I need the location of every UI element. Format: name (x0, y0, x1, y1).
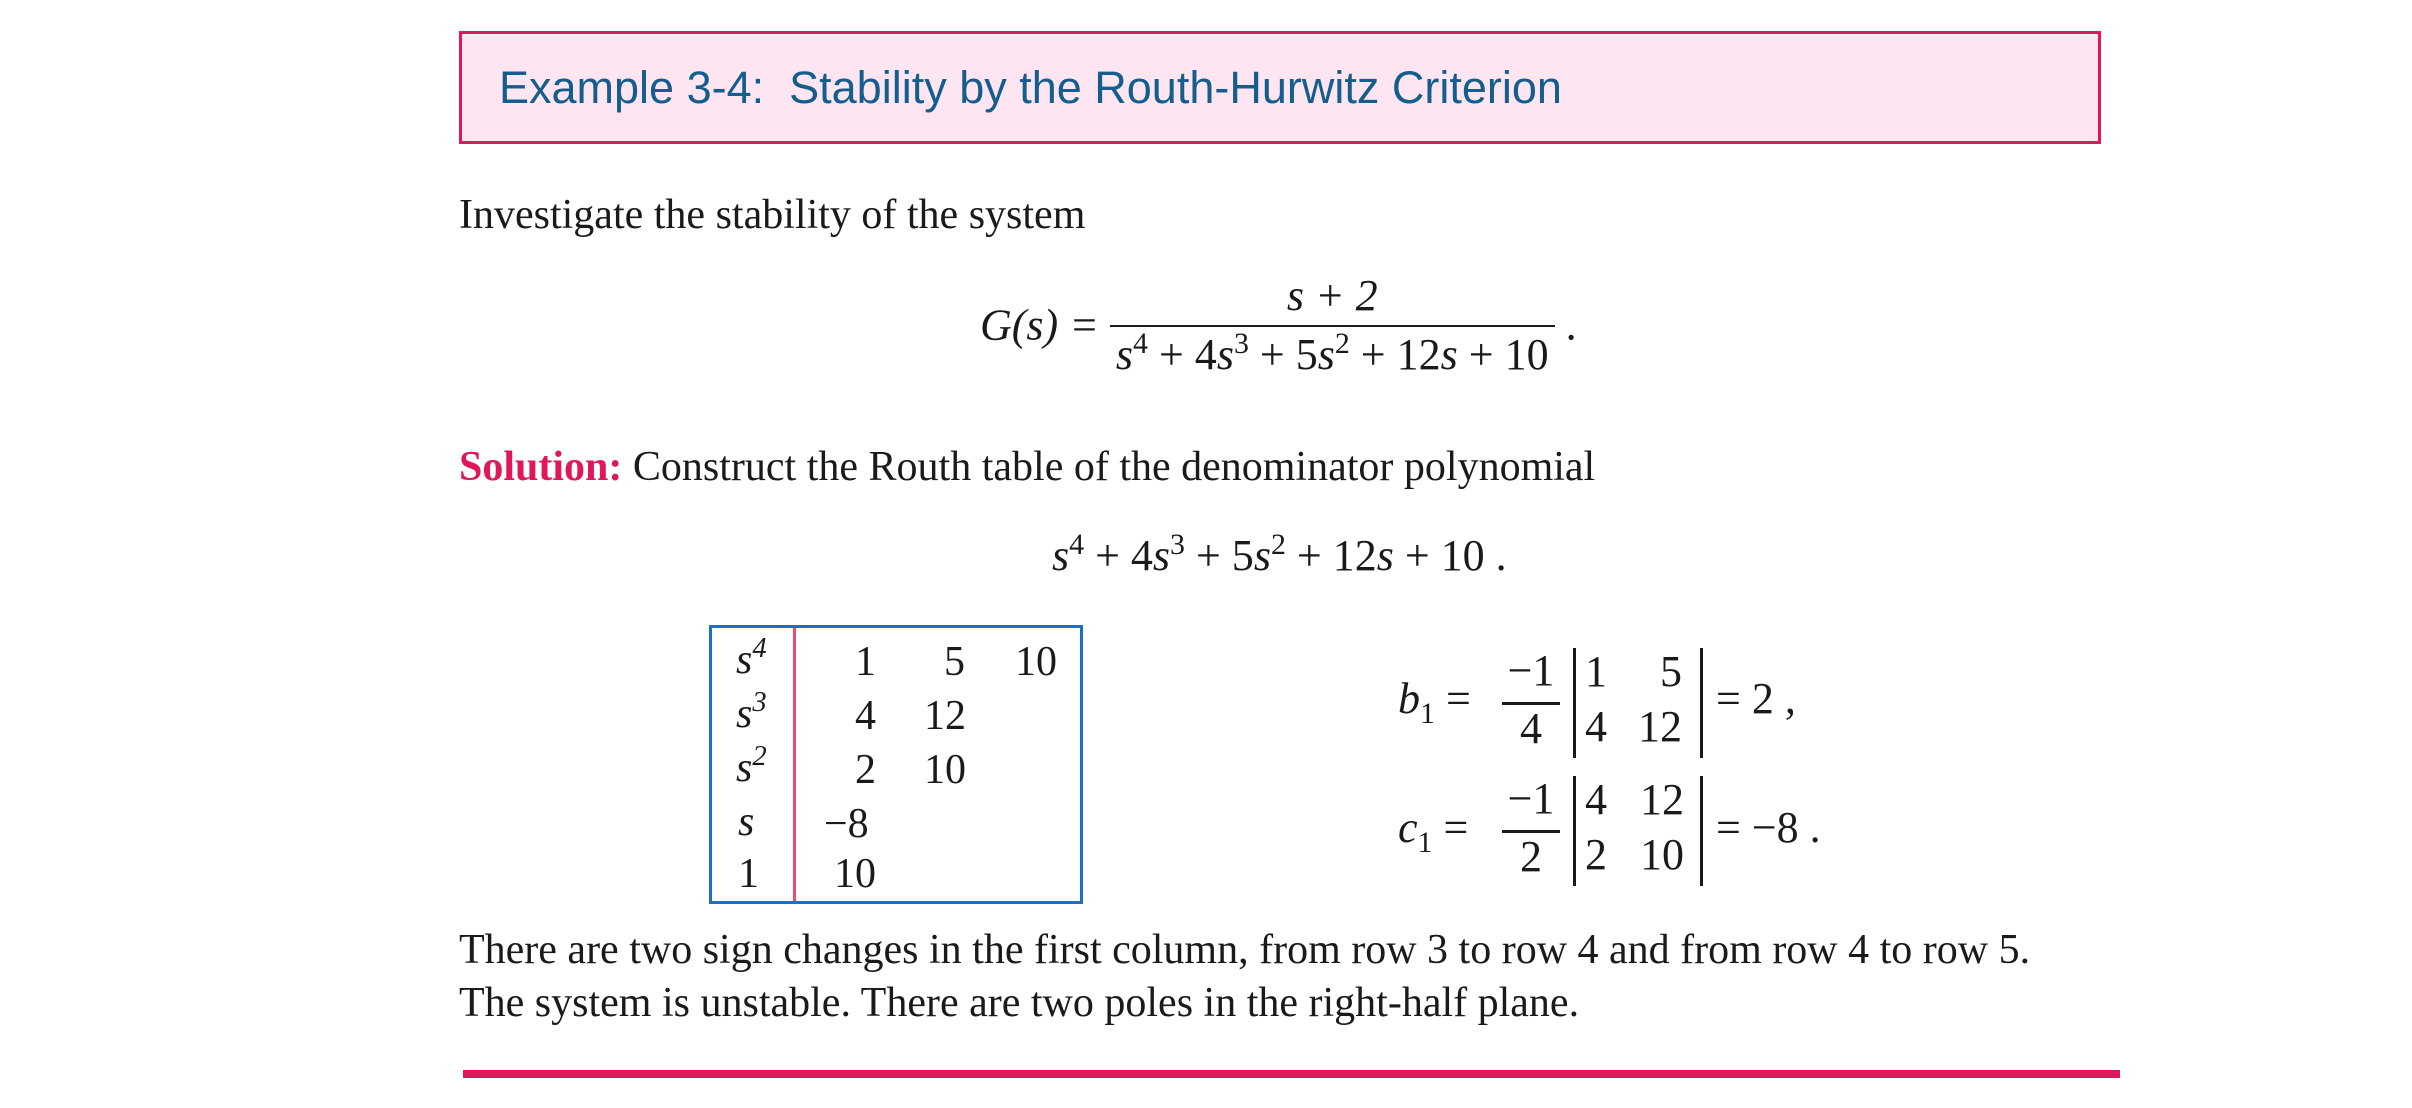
routh-cell: 1 (855, 639, 876, 685)
example-title: Example 3-4: Stability by the Routh-Hurwitz Criterion (499, 62, 1562, 113)
tf-den-term: + 4 (1147, 330, 1217, 379)
bottom-rule (463, 1070, 2120, 1078)
tf-denominator (1110, 325, 1555, 380)
poly-term: s (1253, 531, 1271, 580)
poly-term: s (1376, 531, 1394, 580)
poly-exp: 4 (1069, 527, 1085, 561)
solution-line (459, 441, 1595, 494)
solution-text: Construct the Routh table of the denominator polynomial (622, 444, 1596, 490)
poly-term: + 4 (1084, 531, 1153, 580)
c1-matrix-cell: 10 (1640, 830, 1684, 879)
b1-matrix-cell: 12 (1638, 702, 1682, 751)
routh-row-label: $s^3$ (736, 687, 767, 737)
b1-det-left-bar (1573, 648, 1576, 758)
c1-matrix-cell: 2 (1585, 830, 1607, 879)
tf-den-term: + 5 (1248, 330, 1318, 379)
routh-cell: −8 (824, 801, 869, 847)
poly-term: s (1052, 531, 1070, 580)
example-title-box (459, 31, 2101, 144)
poly-term: + 12 (1285, 531, 1377, 580)
tf-lhs: G(s) = (980, 300, 1099, 350)
c1-matrix-cell: 12 (1640, 775, 1684, 824)
poly-term: s (1152, 531, 1171, 580)
conclusion-line-1: There are two sign changes in the first column, from row 3 to row 4 and from row 4 to row 5. (459, 927, 2031, 973)
routh-table (709, 625, 1083, 904)
routh-cell: 4 (855, 693, 876, 739)
denominator-polynomial (1052, 527, 1507, 581)
poly-exp: 3 (1170, 527, 1185, 561)
c1-numerator: −1 (1507, 774, 1555, 823)
tf-period: . (1565, 300, 1577, 350)
b1-matrix-cell: 4 (1585, 702, 1607, 751)
tf-den-term: s (1440, 330, 1458, 379)
b1-denominator: 4 (1520, 704, 1542, 753)
c1-lhs: $c_1$ = (1398, 803, 1469, 859)
transfer-function (980, 270, 1577, 380)
routh-cell: 12 (924, 693, 966, 739)
tf-den-term: + 10 (1457, 330, 1549, 379)
routh-row-label: s (738, 799, 755, 845)
b1-result: = 2 , (1716, 674, 1796, 723)
routh-row-label: 1 (738, 851, 759, 897)
poly-term: + 10 . (1393, 531, 1507, 580)
c1-det-left-bar (1573, 776, 1576, 886)
b1-matrix-cell: 5 (1660, 647, 1682, 696)
tf-den-term: s (1115, 330, 1134, 379)
solution-label: Solution: (459, 444, 623, 490)
conclusion-line-2: The system is unstable. There are two poles in the right-half plane. (459, 980, 1580, 1026)
tf-den-term: s (1317, 330, 1335, 379)
b1-numerator: −1 (1507, 646, 1555, 695)
tf-den-term: + 12 (1349, 330, 1441, 379)
poly-exp: 2 (1270, 527, 1286, 561)
intro-text: Investigate the stability of the system (459, 192, 1086, 238)
routh-cell: 10 (924, 747, 966, 793)
c1-denominator: 2 (1520, 832, 1542, 881)
b1-lhs: $b_1$ = (1398, 674, 1471, 730)
tf-numerator: s + 2 (1286, 271, 1378, 320)
tf-den-exp: 4 (1133, 326, 1148, 360)
routh-cell: 10 (834, 851, 876, 897)
c1-matrix-cell: 4 (1585, 775, 1607, 824)
tf-fraction (1110, 270, 1555, 380)
tf-den-term: s (1216, 330, 1234, 379)
routh-cell: 2 (855, 747, 876, 793)
routh-row-label: $s^2$ (736, 741, 767, 791)
routh-row-label: $s^4$ (736, 633, 767, 683)
c1-result: = −8 . (1716, 803, 1821, 852)
routh-cell: 5 (944, 639, 965, 685)
b1-matrix-cell: 1 (1585, 647, 1607, 696)
routh-table-divider (793, 628, 796, 901)
routh-cell: 10 (1015, 639, 1057, 685)
tf-den-exp: 2 (1334, 326, 1350, 360)
tf-den-exp: 3 (1233, 326, 1249, 360)
poly-term: + 5 (1184, 531, 1254, 580)
b1-det-right-bar (1700, 648, 1703, 758)
c1-det-right-bar (1700, 776, 1703, 886)
